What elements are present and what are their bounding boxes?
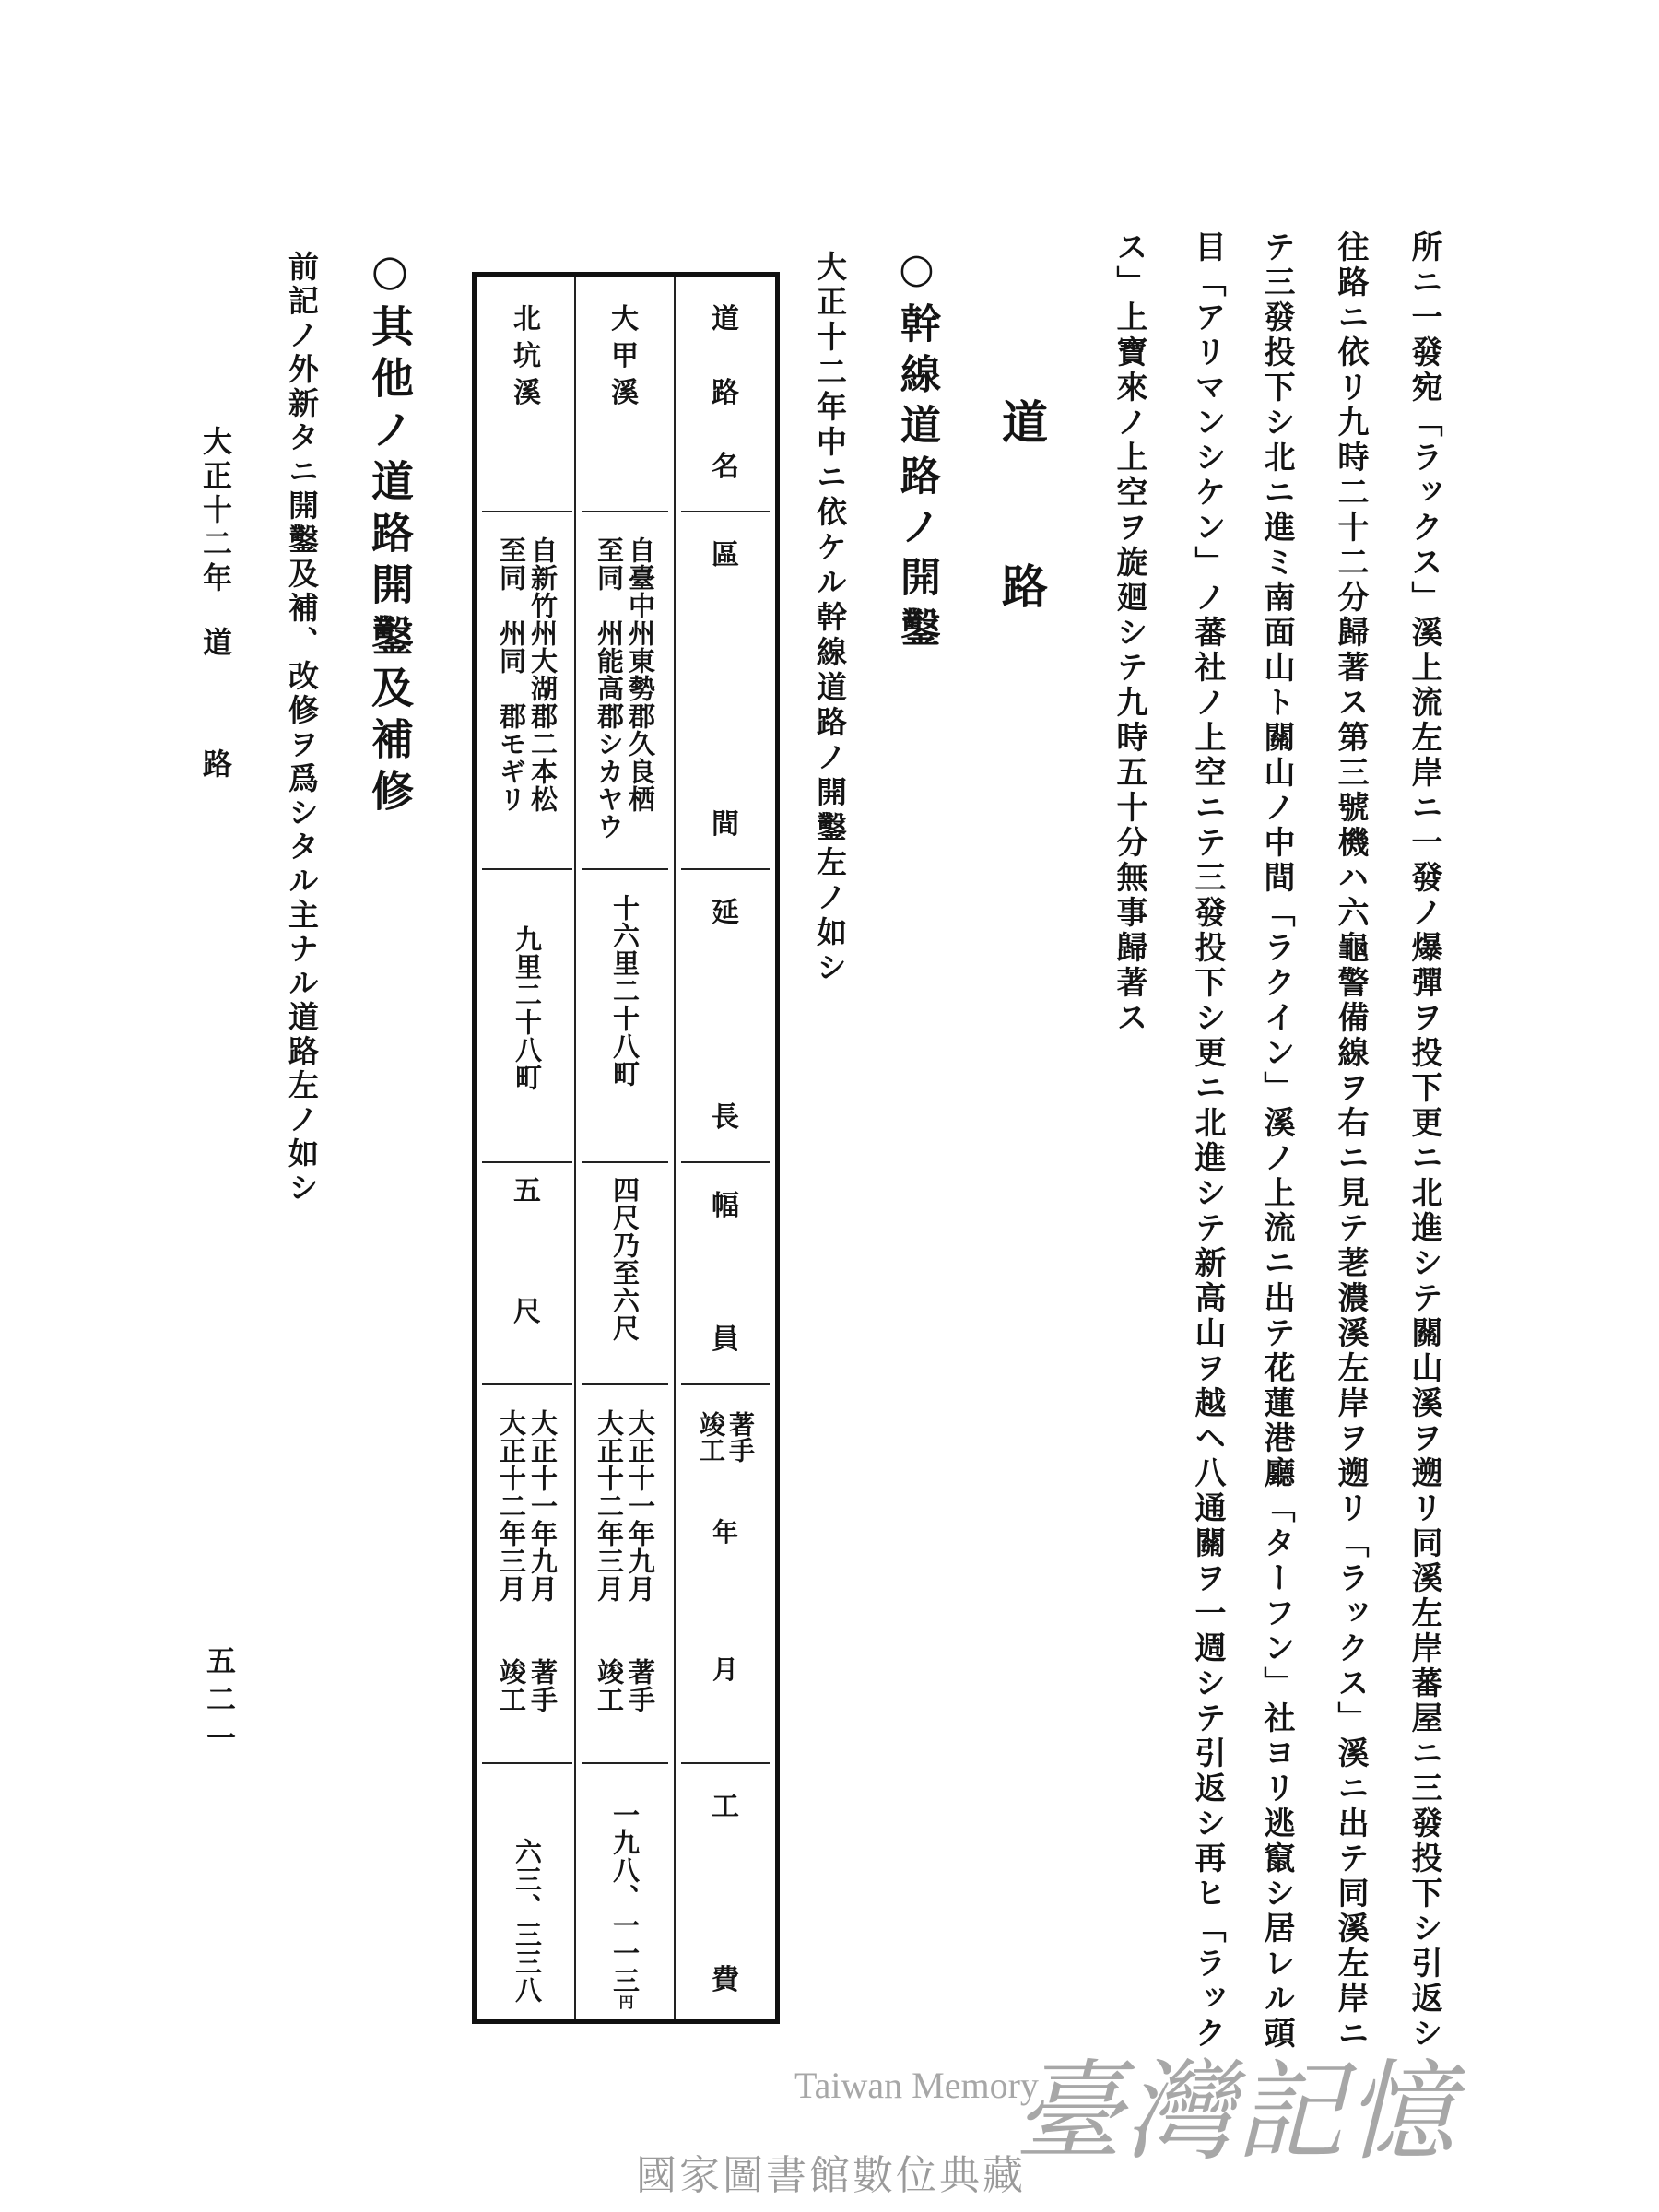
- width-value: 四尺乃至六尺: [609, 1176, 641, 1342]
- cell-char: 區: [712, 539, 739, 571]
- cost-value: 一九八、一一三: [609, 1801, 641, 1994]
- cell-width: [582, 1163, 668, 1385]
- cell-char: 尺: [513, 1296, 541, 1328]
- body-text-column: 目「アリマンシケン」ノ蕃社ノ上空ニテ三發投下シ更ニ北進シテ新高山ヲ越ヘ八通關ヲ一週シテ引返シ再ヒ「ラック: [1189, 230, 1226, 2052]
- header-width: [681, 1163, 770, 1385]
- cell-char: 溪: [611, 377, 639, 409]
- cell-section: [482, 512, 572, 870]
- section-from: 自新竹州大湖郡二本松: [527, 536, 559, 813]
- cell-dates: [482, 1385, 572, 1764]
- header-section: [681, 512, 770, 870]
- cell-char: 間: [712, 808, 739, 841]
- length-value: 十六里二十八町: [609, 894, 641, 1088]
- page-number: 五二一: [202, 1645, 237, 1761]
- header-length: [681, 870, 770, 1163]
- date-end: 大正十二年三月 竣工: [496, 1409, 527, 1713]
- cell-char: 長: [712, 1101, 739, 1134]
- header-road-name: [681, 276, 770, 512]
- cell-char: 延: [712, 897, 739, 929]
- date-start: 大正十一年九月 著手: [527, 1409, 559, 1713]
- cell-width: [482, 1163, 572, 1385]
- header-date-end: 竣工: [696, 1411, 726, 1463]
- section-to: 至同 州同 郡モギリ: [496, 536, 527, 813]
- cell-char: 費: [712, 1964, 739, 1996]
- length-value: 九里二十八町: [512, 925, 543, 1091]
- date-end: 大正十二年三月 竣工: [594, 1409, 625, 1713]
- cell-road-name: [482, 276, 572, 512]
- intro-trunk-road: 大正十二年中ニ依ケル幹線道路ノ開鑿左ノ如シ: [812, 251, 848, 986]
- intro-other-roads: 前記ノ外新タニ開鑿及補、改修ヲ爲シタル主ナル道路左ノ如シ: [284, 251, 320, 1206]
- table-row: [477, 276, 578, 2019]
- cell-road-name: [582, 276, 668, 512]
- header-date: [681, 1385, 770, 1764]
- table-header-column: [676, 276, 775, 2019]
- body-text-column: 所ニ一發宛「ラックス」溪上流左岸ニ一發ノ爆彈ヲ投下更ニ北進シテ關山溪ヲ遡リ同溪左岸蕃屋ニ三發投下シ引返シ: [1406, 230, 1442, 2052]
- running-head-title: 路: [198, 748, 233, 778]
- section-from: 自臺中州東勢郡久良栖: [625, 536, 656, 813]
- table-row: [574, 276, 676, 2019]
- cell-char: 路: [712, 377, 739, 409]
- cost-value: 六三、三三八: [512, 1838, 543, 2004]
- cell-char: 五: [513, 1175, 541, 1207]
- cell-char: 年: [712, 1517, 738, 1548]
- header-date-label: [712, 1463, 738, 1736]
- cell-char: 名: [712, 451, 739, 483]
- cell-char: 道: [712, 303, 739, 335]
- running-head-year: 大正十二年: [198, 426, 233, 596]
- cell-char: 月: [712, 1653, 738, 1685]
- taiwan-memory-watermark-logo: 臺灣記憶: [1014, 2048, 1457, 2175]
- header-date-sub: [696, 1411, 755, 1463]
- cell-char: 北: [513, 303, 541, 335]
- cell-char: 幅: [712, 1190, 739, 1222]
- date-start: 大正十一年九月 著手: [625, 1409, 656, 1713]
- cell-char: 甲: [611, 340, 639, 372]
- road-construction-table: [472, 272, 780, 2024]
- cell-section: [582, 512, 668, 870]
- cell-length: [582, 870, 668, 1163]
- section-to: 至同 州能高郡シカヤウ: [594, 536, 625, 841]
- cell-char: 員: [712, 1324, 739, 1356]
- cell-char: 大: [611, 303, 639, 335]
- header-cost: [681, 1764, 770, 2024]
- cell-char: 工: [712, 1791, 739, 1823]
- header-date-start: 著手: [725, 1411, 756, 1463]
- heading-trunk-road-construction: ○幹線道路ノ開鑿: [893, 245, 940, 657]
- body-text-column: テ三發投下シ北ニ進ミ南面山ト關山ノ中間「ラクイン」溪ノ上流ニ出テ花蓮港廳「ターフン」社ヨリ逃竄シ居レル頭: [1258, 230, 1295, 2052]
- cell-cost: [582, 1764, 668, 2024]
- cell-char: 坑: [513, 340, 541, 372]
- body-text-column: ス」上寶來ノ上空ヲ旋廻シテ九時五十分無事歸著ス: [1111, 230, 1147, 1036]
- section-title: 道路: [994, 398, 1049, 726]
- footer-credit: 國家圖書館數位典藏: [636, 2152, 1026, 2199]
- cost-unit: 円: [617, 1994, 634, 2010]
- cell-char: 溪: [513, 377, 541, 409]
- running-head-title: 道: [198, 627, 233, 656]
- heading-other-roads: ○其他ノ道路開鑿及補修: [365, 245, 415, 820]
- cell-cost: [482, 1764, 572, 2024]
- body-text-column: 往路ニ依リ九時二十二分歸著ス第三號機ハ六龜警備線ヲ右ニ見テ荖濃溪左岸ヲ遡リ「ラックス」溪ニ出テ同溪左岸ニ: [1332, 230, 1369, 2052]
- taiwan-memory-watermark-subtitle: Taiwan Memory: [794, 2065, 1039, 2106]
- cell-length: [482, 870, 572, 1163]
- cell-dates: [582, 1385, 668, 1764]
